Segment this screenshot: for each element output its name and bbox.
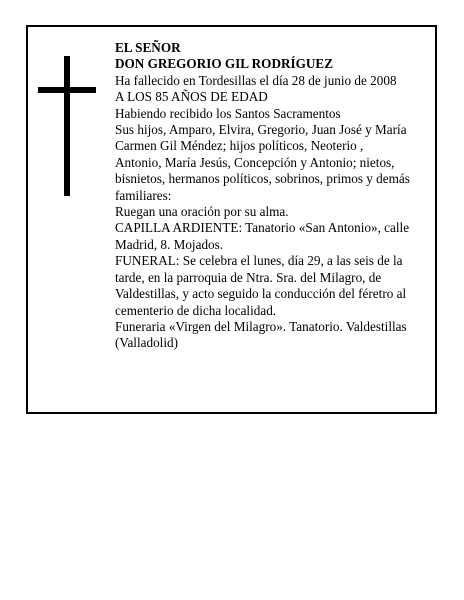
funeral-line: FUNERAL: Se celebra el lunes, día 29, a las seis de la <box>115 253 403 269</box>
funeral-home-line: (Valladolid) <box>115 335 178 351</box>
chapel-line: CAPILLA ARDIENTE: Tanatorio «San Antonio», calle <box>115 220 410 236</box>
family-paragraph <box>115 122 427 204</box>
funeral-home-line: Funeraria «Virgen del Milagro». Tanatorio. Valdestillas <box>115 318 407 334</box>
death-info: Ha fallecido en Tordesillas el día 28 de junio de 2008 <box>115 72 397 88</box>
chapel-line: Madrid, 8. Mojados. <box>115 236 224 252</box>
deceased-name: DON GREGORIO GIL RODRÍGUEZ <box>115 56 333 72</box>
family-line: Antonio, María Jesús, Concepción y Antonio; nietos, <box>115 154 395 170</box>
sacraments-line: Habiendo recibido los Santos Sacramentos <box>115 105 341 121</box>
family-line: Carmen Gil Méndez; hijos políticos, Neoterio , <box>115 138 364 154</box>
funeral-line: cementerio de dicha localidad. <box>115 302 277 318</box>
funeral-paragraph <box>115 253 427 319</box>
family-line: bisnietos, hermanos políticos, sobrinos, primos y demás <box>115 171 410 187</box>
family-line: familiares: <box>115 187 172 203</box>
prayer-request: Ruegan una oración por su alma. <box>115 204 289 220</box>
family-line: Sus hijos, Amparo, Elvira, Gregorio, Juan José y María <box>115 122 407 138</box>
cross-horizontal-bar <box>38 87 96 93</box>
funeral-line: Valdestillas, y acto seguido la conducción del féretro al <box>115 286 407 302</box>
funeral-line: tarde, en la parroquia de Ntra. Sra. del Milagro, de <box>115 269 382 285</box>
cross-vertical-bar <box>64 56 70 196</box>
notice-title: EL SEÑOR <box>115 40 181 55</box>
chapel-paragraph <box>115 220 427 253</box>
obituary-text <box>115 40 427 352</box>
latin-cross-icon <box>38 56 96 196</box>
funeral-home-paragraph <box>115 319 427 352</box>
age-at-death: A LOS 85 AÑOS DE EDAD <box>115 89 268 105</box>
